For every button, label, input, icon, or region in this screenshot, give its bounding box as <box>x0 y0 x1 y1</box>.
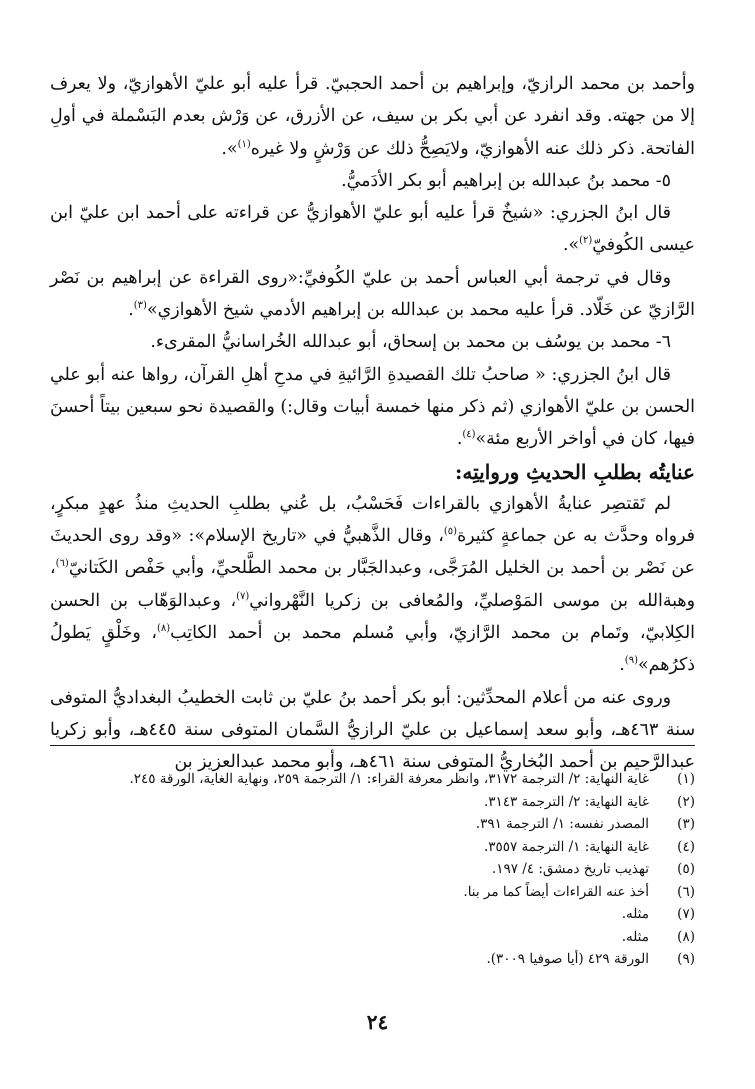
footnote-text: غاية النهاية: ٢/ الترجمة ٣١٧٢، وانظر معرفة القراء: ١/ الترجمة ٢٥٩، ونهاية الغاية، الورقة ٢٤٥. <box>129 771 649 787</box>
paragraph-1: وأحمد بن محمد الرازيّ، وإبراهيم بن أحمد الحجبيّ. قرأ عليه أبو عليّ الأهوازيّ، ولا يعرف إلا من جهته. وقد انفرد عن أبي بكر بن سيف، عن الأزرق، عن وَرْش بعدم البَسْملة في أولِ الفاتحة. ذكر ذلك عنه الأهوازيّ، ولايَصِحُّ ذلك عن وَرْشٍ ولا غيره$^{(١)}$». <box>50 74 695 159</box>
paragraph-8: وروى عنه من أعلام المحدِّثين: أبو بكر أحمد بنُ عليّ بن ثابت الخطيبُ البغداديُّ المتوفى سنة ٤٦٣هـ، وأبو سعد إسماعيل بن عليّ الرازيُّ السَّمان المتوفى سنة ٤٤٥هـ، وأبو زكريا عبدالرَّحيم بن أحمد البُخاريُّ المتوفى سنة ٤٦١هـ، وأبو محمد عبدالعزيز بن <box>50 687 696 773</box>
footnote-ref: (٢) <box>579 235 593 247</box>
footnote-item <box>50 858 695 881</box>
footnote-item <box>50 791 695 814</box>
footnote-ref: (٣) <box>133 300 147 312</box>
footnote-item <box>50 881 695 904</box>
footnote-number: (٨) <box>677 928 695 945</box>
footnote-item <box>50 948 695 971</box>
footnote-text: غاية النهاية: ٢/ الترجمة ٣١٤٣. <box>483 793 649 810</box>
footnote-item <box>50 813 695 836</box>
footnote-number: (٥) <box>677 861 695 877</box>
footnote-text: غاية النهاية: ١/ الترجمة ٣٥٥٧. <box>483 838 649 855</box>
entry-6-title: ٦- محمد بن يوسُف بن محمد بن إسحاق، أبو عبدالله الخُراسانيُّ المقرىء. <box>150 332 671 353</box>
entry-5-title: ٥- محمد بنُ عبدالله بن إبراهيم أبو بكر الأدَميُّ. <box>341 170 671 191</box>
footnote-number: (٣) <box>677 816 695 832</box>
footnote-number: (٦) <box>677 883 695 900</box>
footnote-ref: (١) <box>237 138 251 150</box>
footnote-number: (٧) <box>677 906 695 922</box>
main-text <box>50 68 695 779</box>
footnote-text: الورقة ٤٢٩ (أيا صوفيا ٣٠٠٩). <box>486 951 649 967</box>
footnote-number: (١) <box>677 771 695 787</box>
footnote-text: مثله. <box>621 928 649 945</box>
footnote-item <box>50 926 695 949</box>
footnote-ref: (٧) <box>236 590 250 602</box>
footnote-ref: (٥) <box>443 526 458 538</box>
footnote-ref: (٨) <box>156 623 171 635</box>
footnote-item <box>50 768 695 791</box>
footnote-number: (٤) <box>677 838 695 855</box>
footnote-text: تهذيب تاريخ دمشق: ٤/ ١٩٧. <box>491 861 649 877</box>
footnote-divider <box>50 745 695 746</box>
footnote-item <box>50 903 695 926</box>
footnote-ref: (٦) <box>55 558 69 570</box>
section-heading: عنايتُه بطلبِ الحديثِ وروايتِه: <box>454 459 695 484</box>
paragraph-7: لم تَقتصِر عنايةُ الأهوازي بالقراءات فَحَسْبُ، بل عُني بطلبِ الحديثِ منذُ عهدٍ مبكرٍ، فرواه وحدَّث به عن جماعةٍ كثيرة$^{(٥)}$، وقال الذَّهبيُّ في «تاريخ الإسلام»: «وقد روى الحديثَ عن نَصْر بن أحمد بن الخليل المُرَجَّى، وعبدالجَبَّار بن محمد الطَّلحيِّ، وأبي حَفْص الكَتانيّ$^{(٦)}$، وهبةالله بن موسى المَوْصليِّ، والمُعافى بن زكريا النَّهْرواني$^{(٧)}$، وعبدالوَهّاب بن الحسن الكِلابيّ، وتَمام بن محمد الرَّازيّ، وأبي مُسلم محمد بن أحمد الكاتِب$^{(٨)}$، وخَلْقٍ يَطولُ ذكرُهم»$^{(٩)}$. <box>50 493 695 676</box>
paragraph-6: قال ابنُ الجزري: « صاحبُ تلك القصيدةِ الرَّائيةِ في مدحِ أهلِ القرآن، رواها عنه أبو علي الحسن بن عليّ الأهوازي (ثم ذكر منها خمسة أبيات وقال:) والقصيدة نحو سبعين بيتاً أحسنَ فيها، كان في أواخر الأربع مئة»$^{(٤)}$. <box>50 364 695 450</box>
footnote-text: المصدر نفسه: ١/ الترجمة ٣٩١. <box>475 816 649 832</box>
footnotes-list <box>50 768 695 971</box>
footnote-text: أخذ عنه القراءات أيضاً كما مر بنا. <box>463 883 649 900</box>
footnote-number: (٢) <box>677 793 695 810</box>
paragraph-3: قال ابنُ الجزري: «شيخٌ قرأ عليه أبو عليّ الأهوازيُّ عن قراءته على أحمد ابن عليّ ابن عيسى الكُوفيّ$^{(٢)}$». <box>50 203 695 256</box>
paragraph-4: وقال في ترجمة أبي العباس أحمد بن عليّ الكُوفيِّ:«روى القراءة عن إبراهيم بن نَصْر الرَّازيّ عن خَلّاد. قرأ عليه محمد بن عبدالله بن إبراهيم الأدمي شيخ الأهوازي»$^{(٣)}$. <box>50 267 695 321</box>
footnote-number: (٩) <box>677 951 695 967</box>
footnote-ref: (٤) <box>462 429 476 441</box>
footnote-item <box>50 836 695 859</box>
footnote-ref: (٩) <box>624 655 638 667</box>
footnote-text: مثله. <box>621 906 649 922</box>
page-number: ٢٤ <box>366 1010 389 1034</box>
